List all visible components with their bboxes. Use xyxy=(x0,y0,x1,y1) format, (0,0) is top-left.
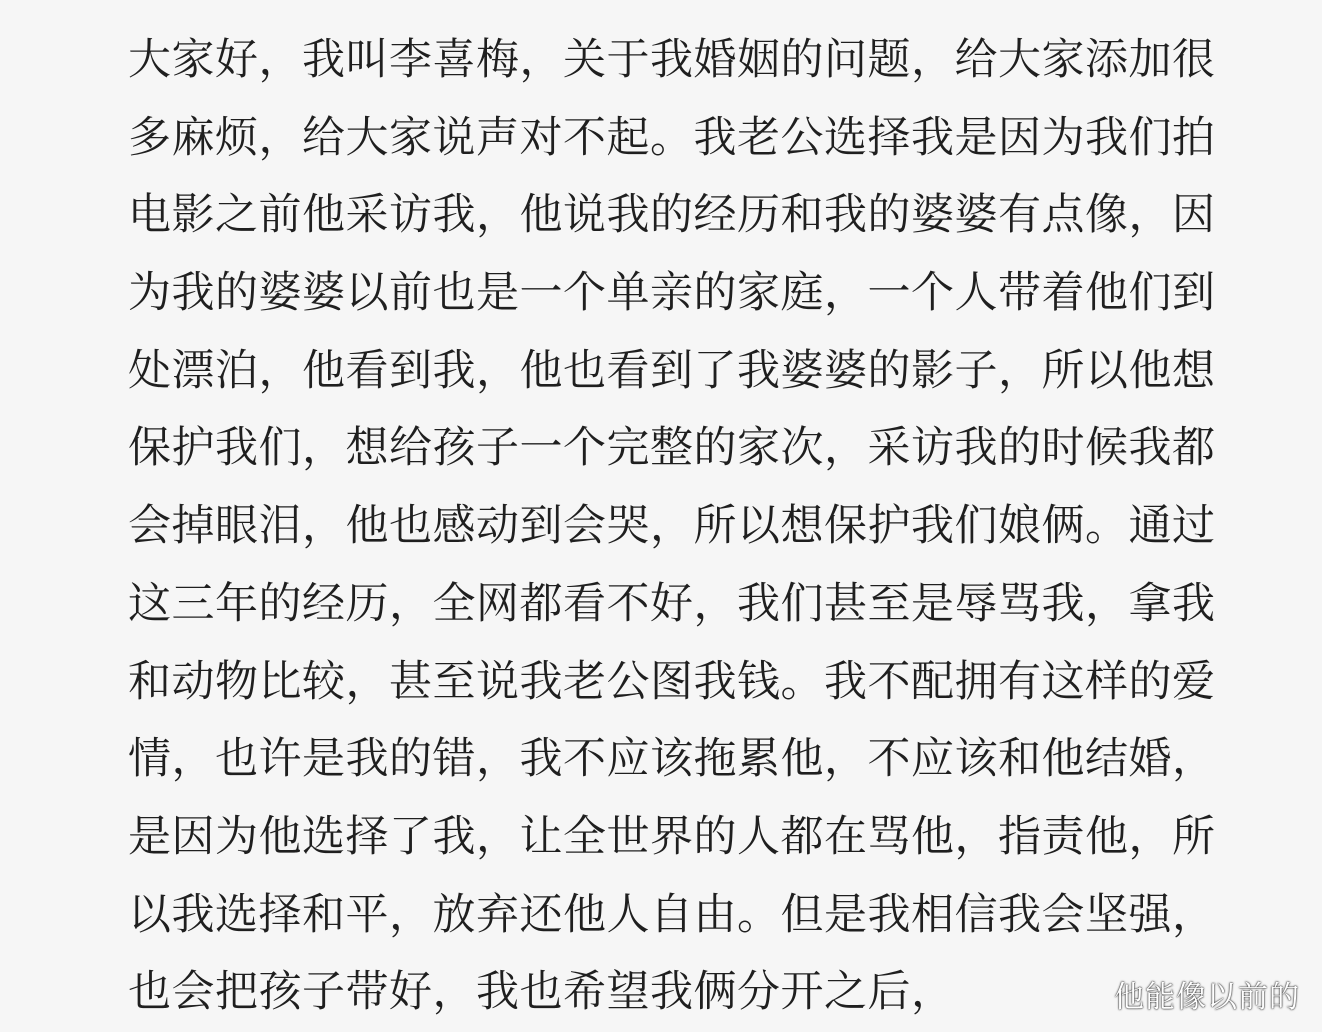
text-line xyxy=(128,255,1308,333)
text-line xyxy=(128,566,1308,644)
text-line xyxy=(128,644,1308,722)
text-line xyxy=(128,333,1308,411)
text-line-content: 和动物比较，甚至说我老公图我钱。我不配拥有这样的爱 xyxy=(128,656,1216,707)
text-line xyxy=(128,410,1308,488)
text-line-content: 电影之前他采访我，他说我的经历和我的婆婆有点像，因 xyxy=(128,190,1216,241)
text-line-content: 处漂泊，他看到我，他也看到了我婆婆的影子，所以他想 xyxy=(128,345,1216,396)
text-line xyxy=(128,100,1308,178)
text-line-content: 是因为他选择了我，让全世界的人都在骂他，指责他，所 xyxy=(128,811,1216,862)
text-line-content: 会掉眼泪，他也感动到会哭，所以想保护我们娘俩。通过 xyxy=(128,501,1216,552)
text-line xyxy=(128,22,1308,100)
text-line xyxy=(128,177,1308,255)
text-line-content: 保护我们，想给孩子一个完整的家次，采访我的时候我都 xyxy=(128,423,1216,474)
text-line-content: 也会把孩子带好，我也希望我俩分开之后， xyxy=(128,967,955,1018)
body-text xyxy=(128,22,1308,1032)
watermark-text: 他能像以前的 xyxy=(1114,980,1300,1015)
text-line-content: 为我的婆婆以前也是一个单亲的家庭，一个人带着他们到 xyxy=(128,268,1216,319)
text-line xyxy=(128,877,1308,955)
text-line-content: 情，也许是我的错，我不应该拖累他，不应该和他结婚， xyxy=(128,734,1216,785)
text-line xyxy=(128,721,1308,799)
text-line-content: 大家好，我叫李喜梅，关于我婚姻的问题，给大家添加很 xyxy=(128,35,1216,85)
text-line xyxy=(128,488,1308,566)
text-line-content: 这三年的经历，全网都看不好，我们甚至是辱骂我，拿我 xyxy=(128,578,1216,629)
text-line xyxy=(128,799,1308,877)
text-line-content: 多麻烦，给大家说声对不起。我老公选择我是因为我们拍 xyxy=(128,112,1216,163)
text-line-content: 以我选择和平，放弃还他人自由。但是我相信我会坚强， xyxy=(128,889,1216,940)
